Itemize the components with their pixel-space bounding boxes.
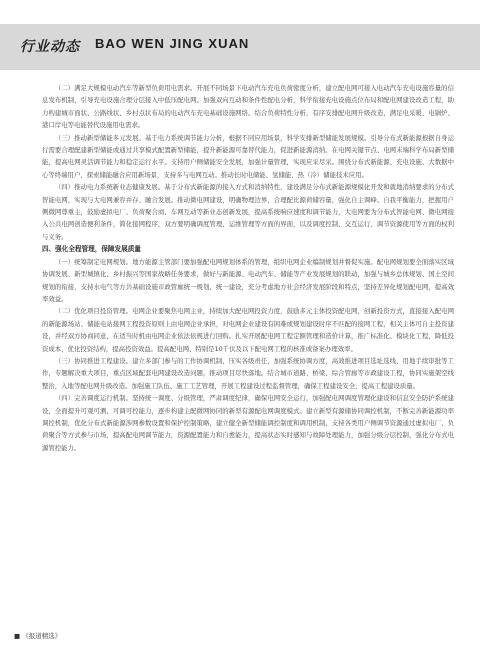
page-footer — [14, 631, 61, 640]
footer-bullet-icon: ■ — [14, 632, 21, 640]
section-heading: 四、强化全程管理，保障发展质量 — [42, 245, 141, 254]
paragraph: （四）推动电力系统新业态健康发展。基于分布式新能源的接入方式和消纳特性，建设满足分布式新能源规模化开发和就地消纳要求的分布式智能电网，实现与大电网兼容并存、融合发展。推动微电网建设，明确物理边界，合理配比源荷储容量，强化自主调峰、自我平衡能力，把握用户侧微网尊重主，鼓励虚拟电厂、负荷聚合商、车网互动等新业态创新发展，提高系统响应速度和调节能力，大电网要为分布式智能电网、微电网接入公共电网创造便利条件，简化接网程序，双方要明确调度管理、运维管理等方面的界面，以及调度控制、交互运行、调节资源使用等方面的权利与义务。 — [42, 183, 454, 241]
paragraph: （三）推动新型储能多元发展。基于电力系统调节能力分析，根据不同应用场景，科学安排新型储能发展规模。引导分布式新能源根据自身运行需要合理配建新型储能或通过共享模式配置新型储能，提升新能源可靠替代能力，促进新能源消纳。在电网关键节点、电网末端科学布局新型储能，提高电网灵活调节能力和稳定运行水平。支持用户侧储能安全发展，加强计量管理，实现应采尽采。围绕分布式新能源、充电设施、大数据中心等终端用户，探索储能融合应用新场景，支持多与电网互动。推动长时电储能、氢储能、热（冷）储能技术应用。 — [42, 133, 454, 179]
paragraph: （四）完善调度运行机制。坚持统一调度、分级管理，严肃调度纪律，确保电网安全运行，加强配电网调度管理化建设和信息安全防护系统建设，全面提升可观可测、可调可控能力，逐步构建主配微网协同的新型有源配电网调度模式。建立新型有源储协同调控机制，不断完善新能源功率调控机制，优化分布式新能源涉网参数设置和保护控制策略，建立健全新型储能调控制度和调用机制，支持各类用户侧调节资源通过虚拟电厂、负荷聚合等方式参与市场，提高配电网调节能力，资源配置能力和自愈能力，提高状态实时感知与故障处理能力，加强分级分层控制，强化分布式电源管控能力。 — [42, 394, 454, 452]
paragraph: （二）优化项目投资管理。电网企业要聚焦电网主业，持续加大配电网投资力度，鼓励多元主体投资配电网，创新投资方式，直接接入配电网的新能源场站、储能电站接网工程投资原则上由电网企业承担，对电网企业建设有困难或规划建设时序不匹配的接网工程，相关主体可自主投资建设，并经双方协商同意，在适当时机由电网企业依法依规进行回购。扎实开展配电网工程定额管理和造价计算，推广标准化、模块化工程，降低投资成本，优化投资结构，提高投资效益。提高配电网、特别是10千伏及以下配电网工程的核准或备案办理效率。 — [42, 307, 454, 353]
journal-name: 《报道精选》 — [22, 632, 62, 640]
paragraph: （三）协同推进工程建设。建立多部门参与的工作协调机制，压实各级责任，加强系统协调方度，高效推进项目选址选线、用地手续审批等工作，专题解决重大项目，重点区域配套电网建设改造问题，推动项目尽快落地。结合城市道路、桥梁、综合管廊等市政建设工程，协同实施架空线整治，入地等配电网升级改造。加强施工队伍、施工工艺管理，开展工程建设过程监督管理，确保工程建设安全，提高工程建设质量。 — [42, 356, 454, 390]
paragraph: （二）满足大规模电动汽车等新型负荷用电需求。开展不同场景下电动汽车充电负荷密度分析，建立配电网可接入电动汽车充电设施容量的信息发布机制，引导充电设施合理分层接入中低压配电网。加强双向互动和条件性配电分析，科学衔接充电设施点位布局和配电网建设改造工程，助力构建城市面状、公路线状、乡村点状布局的电动汽车充电基础设施网络。结合负荷特性分析，有序安排配电网升级改造，满足电采暖、电锅炉、港口岸电等电能替代设施用电需求。 — [42, 84, 454, 130]
column-pinyin: BAO WEN JING XUAN — [95, 36, 250, 51]
column-title: 行业动态 — [20, 39, 80, 55]
article-body — [42, 82, 454, 454]
paragraph: （一）统筹制定电网规划。地方能源主管部门要加强配电网规划体系的管理，组织电网企业编制规划并督促实施。配电网规划要全面落实区域协调发展、新型城镇化、乡村振兴等国家战略任务要求，做好与新能源、电动汽车、储能等产业发展规划的联动，加强与城乡总体规划、国土空间规划的衔接，支持水电气等方共基础设施市政管廊统一规划、统一建设，充分考虑地方社会经济发展阶段和特点，坚持差异化规划配电网，提高效率效益。 — [42, 257, 454, 303]
